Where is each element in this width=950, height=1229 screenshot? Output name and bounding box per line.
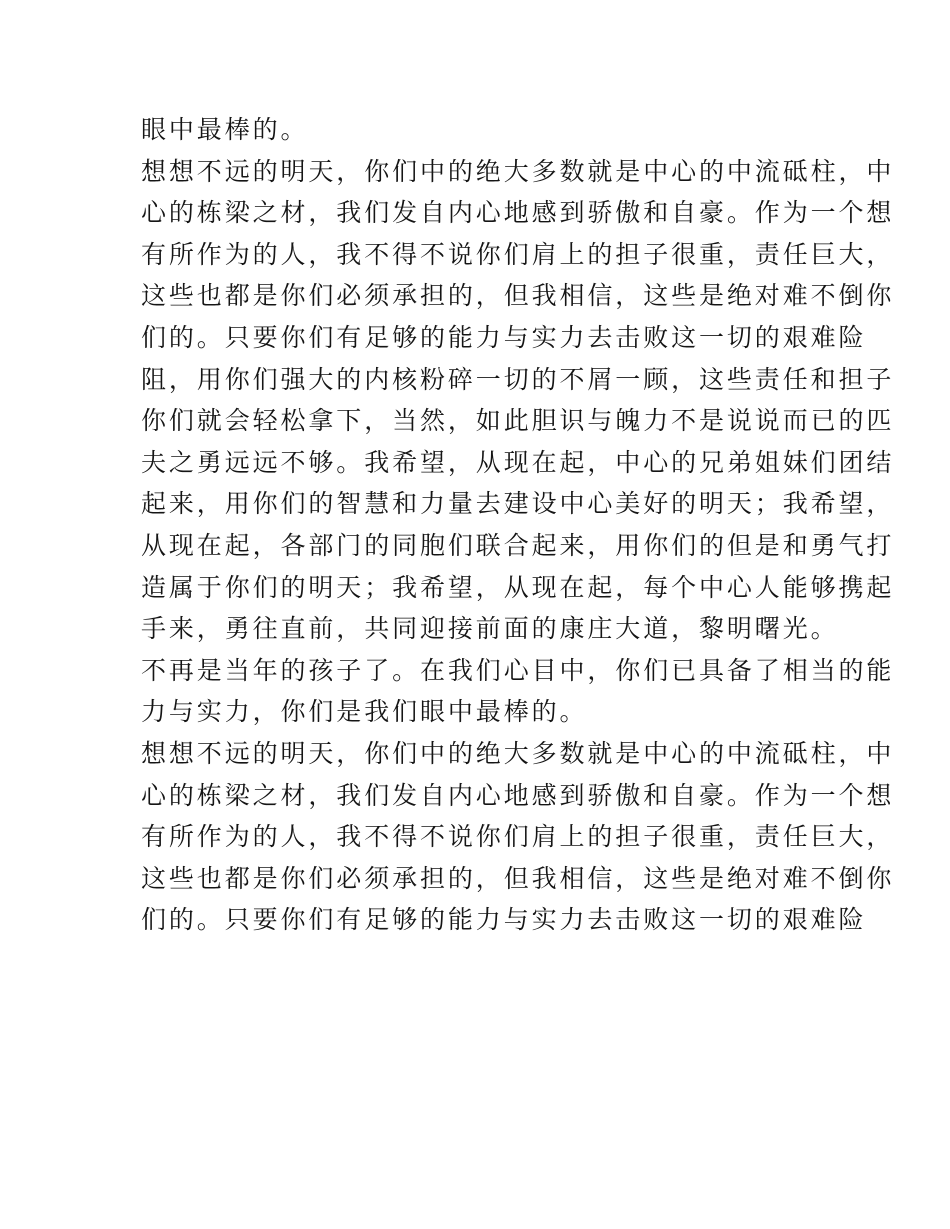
text-line: 不再是当年的孩子了。在我们心目中，你们已具备了相当的能 (141, 655, 895, 685)
text-line: 们的。只要你们有足够的能力与实力去击败这一切的艰难险 (141, 322, 867, 352)
text-line: 们的。只要你们有足够的能力与实力去击败这一切的艰难险 (141, 905, 867, 935)
text-line: 造属于你们的明天；我希望，从现在起，每个中心人能够携起 (141, 572, 895, 602)
text-line: 有所作为的人，我不得不说你们肩上的担子很重，责任巨大， (141, 822, 895, 852)
text-line: 你们就会轻松拿下，当然，如此胆识与魄力不是说说而已的匹 (141, 406, 895, 436)
text-line: 心的栋梁之材，我们发自内心地感到骄傲和自豪。作为一个想 (141, 198, 895, 228)
text-line: 阻，用你们强大的内核粉碎一切的不屑一顾，这些责任和担子 (141, 364, 895, 394)
text-line: 从现在起，各部门的同胞们联合起来，用你们的但是和勇气打 (141, 530, 895, 560)
text-line: 眼中最棒的。 (141, 115, 309, 144)
text-line: 力与实力，你们是我们眼中最棒的。 (141, 697, 588, 727)
text-line: 想想不远的明天，你们中的绝大多数就是中心的中流砥柱，中 (141, 738, 895, 768)
text-line: 心的栋梁之材，我们发自内心地感到骄傲和自豪。作为一个想 (141, 780, 895, 810)
text-line: 想想不远的明天，你们中的绝大多数就是中心的中流砥柱，中 (141, 156, 895, 186)
text-line: 这些也都是你们必须承担的，但我相信，这些是绝对难不倒你 (141, 863, 895, 893)
text-line: 手来，勇往直前，共同迎接前面的康庄大道，黎明曙光。 (141, 614, 839, 644)
text-line: 有所作为的人，我不得不说你们肩上的担子很重，责任巨大， (141, 239, 895, 269)
text-line: 夫之勇远远不够。我希望，从现在起，中心的兄弟姐妹们团结 (141, 447, 895, 477)
text-line: 起来，用你们的智慧和力量去建设中心美好的明天；我希望， (141, 489, 895, 519)
document-body (141, 109, 895, 941)
text-line: 这些也都是你们必须承担的，但我相信，这些是绝对难不倒你 (141, 281, 895, 311)
